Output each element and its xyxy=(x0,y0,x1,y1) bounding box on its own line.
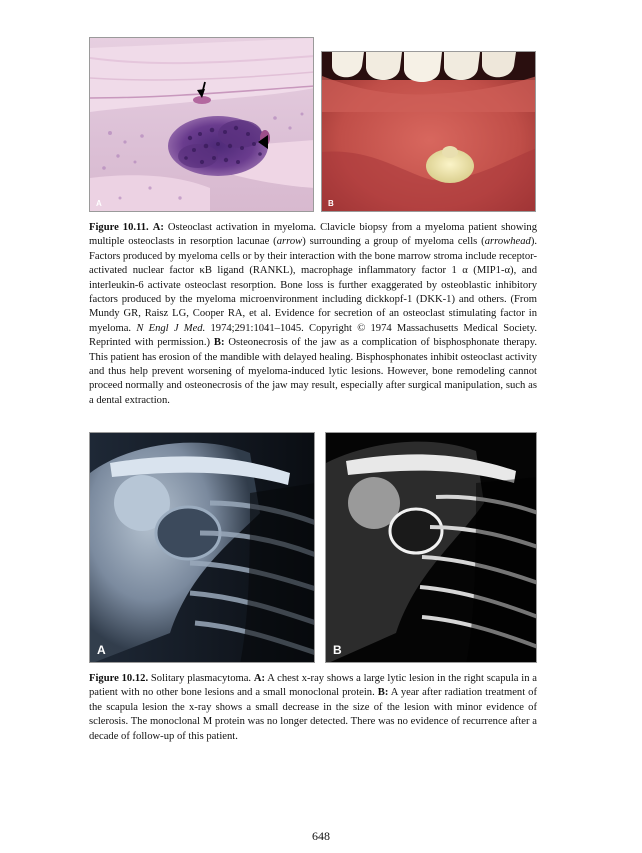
panel-b-marker: B: xyxy=(213,337,225,349)
caption-italic-term: arrow xyxy=(276,236,303,248)
chest-xray-followup-image xyxy=(326,433,537,663)
caption-text: ). Factors produced by myeloma cells or by their interaction with the bone marrow stroma include receptor-activated nuclear factor κB ligand (RANKL), macrophage inflammatory factor 1 α (MIP1-α), and interleukin-6 activate osteoclast resorption. Bone loss is further exaggerated by osteoblastic inhibitory factors produced by the myeloma microenvironment including dickkopf-1 (DKK-1) and others. (From Mundy GR, Raisz LG, Cooper RA, et al. Evidence for secretion of an osteoclast stimulating factor in myeloma. xyxy=(89,236,537,334)
panel-letter-a: A xyxy=(96,199,102,208)
panel-b-marker: B: xyxy=(377,687,389,699)
figure-label: Figure 10.12. xyxy=(89,673,149,684)
page-number: 648 xyxy=(312,829,330,843)
caption-text: ) surrounding a group of myeloma cells ( xyxy=(302,236,485,248)
figure-10-11-panel-a-histology xyxy=(89,37,314,212)
figure-10-12-panel-b-xray xyxy=(325,432,537,663)
caption-title: Solitary plasmacytoma. xyxy=(148,673,254,684)
caption-text: 1974;291:1041–1045. Copyright © 1974 Massachusetts Medical Society. Reprinted with permission.) xyxy=(89,322,538,349)
figure-10-11-caption xyxy=(89,221,537,408)
journal-name: N Engl J Med. xyxy=(136,322,206,334)
jaw-photo-image xyxy=(322,52,536,212)
figure-10-12-caption xyxy=(89,672,537,744)
figure-10-11-panel-b-jaw-photo xyxy=(321,51,536,212)
figure-label: Figure 10.11. xyxy=(89,222,149,233)
histology-image xyxy=(90,38,314,212)
caption-text: A chest x-ray shows a large lytic lesion in the right scapula in a patient with no other bone lesions and a small monoclonal protein. xyxy=(89,673,538,699)
caption-text: Osteoclast activation in myeloma. Clavicle biopsy from a myeloma patient showing multiple osteoclasts in resorption lacunae ( xyxy=(89,222,538,248)
chest-xray-image xyxy=(90,433,315,663)
figure-10-12-panel-a-xray xyxy=(89,432,315,663)
panel-letter-b: B xyxy=(333,643,342,657)
caption-text: A year after radiation treatment of the scapula lesion the x-ray shows a small decrease in the size of the lesion with minor evidence of sclerosis. The monoclonal M protein was no longer detected. There was no evidence of recurrence after a decade of follow-up of this patient. xyxy=(89,687,538,742)
panel-a-marker: A: xyxy=(152,222,164,233)
caption-italic-term: arrowhead xyxy=(484,236,531,248)
panel-a-marker: A: xyxy=(253,673,266,684)
panel-letter-b: B xyxy=(328,199,334,208)
panel-letter-a: A xyxy=(97,643,106,657)
caption-text: Osteonecrosis of the jaw as a complication of bisphosphonate therapy. This patient has erosion of the mandible with delayed healing. Bisphosphonates inhibit osteoclast activity and thus help prevent worsening of myeloma-induced lytic lesions. However, bone remodeling cannot proceed normally and osteonecrosis of the jaw may result, especially after surgical manipulation, such as a dental extraction. xyxy=(89,337,537,406)
